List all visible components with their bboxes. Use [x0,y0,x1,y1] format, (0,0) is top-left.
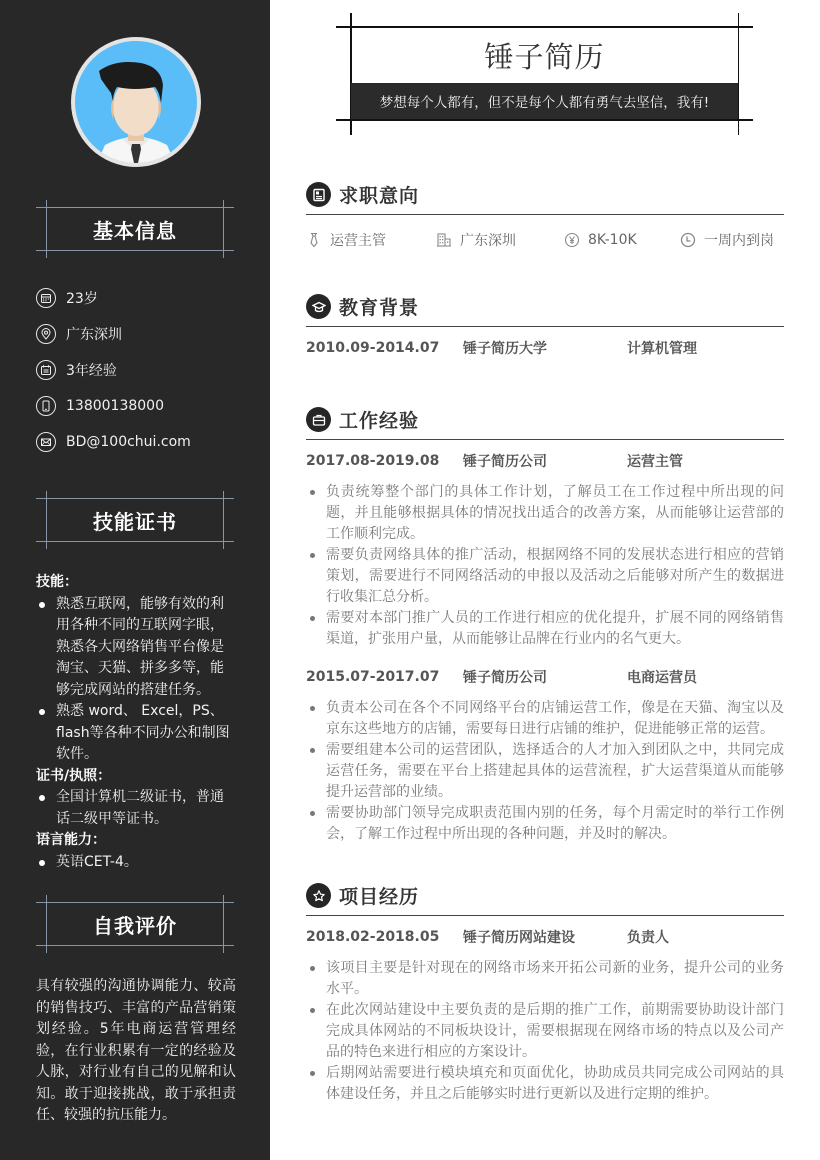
work-date: 2015.07-2017.07 [306,669,440,685]
info-experience-text: 3年经验 [66,363,117,379]
work-duty: 需要协助部门领导完成职责范围内别的任务，每个月需定时的举行工作例会，了解工作过程中所出现的各种问题，并及时的解决。 [306,803,784,845]
education-date: 2010.09-2014.07 [306,340,440,356]
intent-position: 运营主管 [306,230,436,250]
skills-title: 技能证书 [93,509,177,534]
language-item: 英语CET-4。 [36,852,236,874]
star-icon [306,883,331,908]
resume-doc-icon [306,182,331,207]
location-pin-icon [36,324,56,344]
project-role: 负责人 [627,930,669,946]
avatar-person-icon [75,41,197,163]
info-age [36,280,191,316]
skills-group-label: 技能： [36,574,78,590]
project-date: 2018.02-2018.05 [306,929,440,945]
work-duties [306,482,784,650]
work-title: 工作经验 [339,410,420,432]
graduation-cap-icon [306,294,331,319]
self-eval-heading [36,902,234,946]
info-email [36,424,191,460]
tie-icon [306,232,322,248]
self-eval-title: 自我评价 [93,913,177,938]
intent-availability: 一周内到岗 [680,230,774,250]
projects-title: 项目经历 [339,886,420,908]
section-work [306,400,784,845]
work-duty: 负责统筹整个部门的具体工作计划，了解员工在工作过程中所出现的问题，并且能够根据具体的情况找出适合的改善方案，从而能够让运营部的工作顺利完成。 [306,482,784,545]
language-group-label: 语言能力： [36,832,106,848]
work-entry-header [306,440,784,482]
skills-item: 熟悉 word、 Excel，PS、flash等各种不同办公和制图软件。 [36,701,236,766]
work-duty: 负责本公司在各个不同网络平台的店铺运营工作，像是在天猫、淘宝以及京东这些地方的店铺，需要每日进行店铺的维护，促进能够正常的运营。 [306,698,784,740]
clock-icon [680,232,696,248]
education-school: 锤子简历大学 [463,341,547,357]
info-experience [36,352,191,388]
certificates-group-label: 证书/执照： [36,767,112,784]
basic-info-heading [36,207,234,251]
info-location-text: 广东深圳 [66,327,122,343]
project-name: 锤子简历网站建设 [463,930,575,946]
work-heading [306,400,784,440]
education-heading [306,287,784,327]
education-entry [306,327,784,369]
yen-icon [564,232,580,248]
skills-item: 熟悉互联网，能够有效的利用各种不同的互联网字眼，熟悉各大网络销售平台像是淘宝、天猫、拼多多等，能够完成网站的搭建任务。 [36,594,236,702]
work-duty: 需要组建本公司的运营团队，选择适合的人才加入到团队之中，共同完成运营任务，需要在平台上搭建起具体的运营流程，扩大运营渠道从而能够提升运营部的业绩。 [306,740,784,803]
education-title: 教育背景 [339,297,420,319]
info-age-text: 23岁 [66,291,98,307]
job-intent-row [306,215,784,265]
info-email-text: BD@100chui.com [66,434,191,450]
intent-city: 广东深圳 [436,230,564,250]
work-duty: 需要对本部门推广人员的工作进行相应的优化提升，扩展不同的网络销售渠道，扩张用户量，从而能够让品牌在行业内的名气更大。 [306,608,784,650]
resume-title: 锤子简历 [484,40,605,74]
project-detail: 后期网站需要进行模块填充和页面优化，协助成员共同完成公司网站的具体建设任务，并且之后能够实时进行更新以及进行定期的维护。 [306,1063,784,1105]
education-major: 计算机管理 [627,341,697,357]
basic-info-list [36,280,191,460]
section-projects [306,876,784,1105]
info-location [36,316,191,352]
work-duties [306,698,784,845]
briefcase-icon [306,407,331,432]
section-education [306,287,784,369]
work-entry-header [306,656,784,698]
experience-calendar-icon [36,360,56,380]
mail-icon [36,432,56,452]
work-role: 运营主管 [627,454,683,470]
info-phone-text: 13800138000 [66,398,164,414]
resume-header [336,13,753,135]
work-company: 锤子简历公司 [463,454,547,470]
self-eval-text: 具有较强的沟通协调能力、较高的销售技巧、丰富的产品营销策划经验。5年电商运营管理经验，在行业积累有一定的经验及人脉，对行业有自己的见解和认知。敢于迎接挑战，敢于承担责任、较强的抗压能力。 [36,978,236,1123]
work-duty: 需要负责网络具体的推广活动，根据网络不同的发展状态进行相应的营销策划，需要进行不同网络活动的申报以及活动之后能够对所产生的数据进行收集汇总分析。 [306,545,784,608]
project-details [306,958,784,1105]
project-detail: 在此次网站建设中主要负责的是后期的推广工作，前期需要协助设计部门完成具体网站的不同板块设计，需要根据现在网络市场的特点以及公司产品的特色来进行相应的方案设计。 [306,1000,784,1063]
project-detail: 该项目主要是针对现在的网络市场来开拓公司新的业务，提升公司的业务水平。 [306,958,784,1000]
skills-content [36,572,236,873]
avatar [71,37,201,167]
projects-heading [306,876,784,916]
resume-motto: 梦想每个人都有，但不是每个人都有勇气去坚信，我有! [351,83,738,119]
sidebar [0,0,270,1160]
work-company: 锤子简历公司 [463,670,547,686]
job-intent-title: 求职意向 [339,185,420,207]
certificates-item: 全国计算机二级证书，普通话二级甲等证书。 [36,787,236,830]
building-icon [436,232,452,248]
basic-info-title: 基本信息 [93,218,177,243]
info-phone [36,388,191,424]
project-entry-header [306,916,784,958]
phone-icon [36,396,56,416]
work-date: 2017.08-2019.08 [306,453,440,469]
work-role: 电商运营员 [627,670,697,686]
skills-heading [36,498,234,542]
section-job-intent [306,175,784,265]
intent-salary: 8K-10K [564,232,680,248]
calendar-icon [36,288,56,308]
job-intent-heading [306,175,784,215]
